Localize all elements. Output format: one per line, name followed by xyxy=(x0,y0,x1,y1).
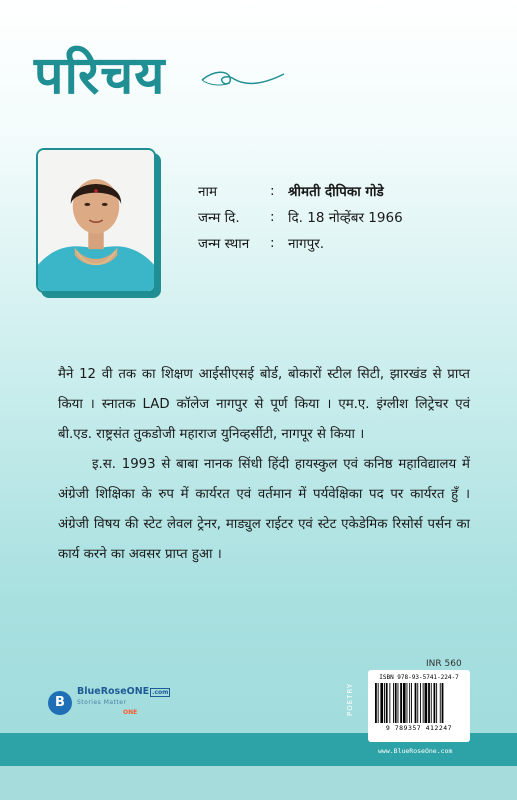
publisher-domain: .com xyxy=(152,689,169,696)
info-label: जन्म स्थान xyxy=(198,236,250,252)
page-title: परिचय xyxy=(34,46,166,106)
publisher-website: www.BlueRoseOne.com xyxy=(378,747,453,755)
info-separator: : xyxy=(270,209,275,225)
publisher-mark: ONE xyxy=(123,709,138,716)
info-separator: : xyxy=(270,183,275,199)
bottom-strip xyxy=(0,766,517,800)
info-separator: : xyxy=(270,235,275,251)
info-row-name xyxy=(198,178,403,204)
author-biography xyxy=(58,360,470,570)
isbn-barcode xyxy=(368,670,470,742)
genre-label: POETRY xyxy=(346,682,354,716)
bio-paragraph-1: मैने 12 वी तक का शिक्षण आईसीएसई बोर्ड, बोकारों स्टील सिटी, झारखंड से प्राप्त किया । स्नातक LAD कॉलेज नागपुर से पूर्ण किया । एम.ए. इंग्लीश लिट्रेचर एवं बी.एड. राष्ट्रसंत तुकडोजी महाराज युनिव्हर्सीटी, नागपूर से किया । xyxy=(58,367,470,442)
info-row-birthplace xyxy=(198,230,403,256)
publisher-logo-icon: B xyxy=(48,691,72,715)
publisher-tagline: Stories Matter xyxy=(77,699,127,706)
info-label: नाम xyxy=(198,184,218,200)
price-label: INR 560 xyxy=(426,659,462,669)
barcode-number: 9 789357 412247 xyxy=(385,724,453,732)
birth-place: नागपुर. xyxy=(288,236,325,252)
info-label: जन्म दि. xyxy=(198,210,240,226)
author-info xyxy=(198,178,403,256)
author-name: श्रीमती दीपिका गोडे xyxy=(288,184,384,200)
publisher-logo xyxy=(48,687,170,718)
isbn-text: ISBN 978-93-5741-224-7 xyxy=(379,674,459,681)
author-photo xyxy=(36,148,156,293)
flourish-ornament xyxy=(200,66,286,90)
birth-date: दि. 18 नोव्हेंबर 1966 xyxy=(288,210,403,226)
publisher-brand: BlueRoseONE xyxy=(77,686,150,697)
barcode-icon xyxy=(373,683,465,723)
bio-paragraph-2: इ.स. 1993 से बाबा नानक सिंधी हिंदी हायस्कुल एवं कनिष्ठ महाविद्यालय में अंग्रेजी शिक्षिका के रुप में कार्यरत एवं वर्तमान में पर्यवेक्षिका पद पर कार्यरत हुँ । अंग्रेजी विषय की स्टेट लेवल ट्रेनर, माड्युल राईटर एवं स्टेट एकेडेमिक रिसोर्स पर्सन का कार्य करने का अवसर प्राप्त हुआ । xyxy=(58,457,470,562)
info-row-birthdate xyxy=(198,204,403,230)
